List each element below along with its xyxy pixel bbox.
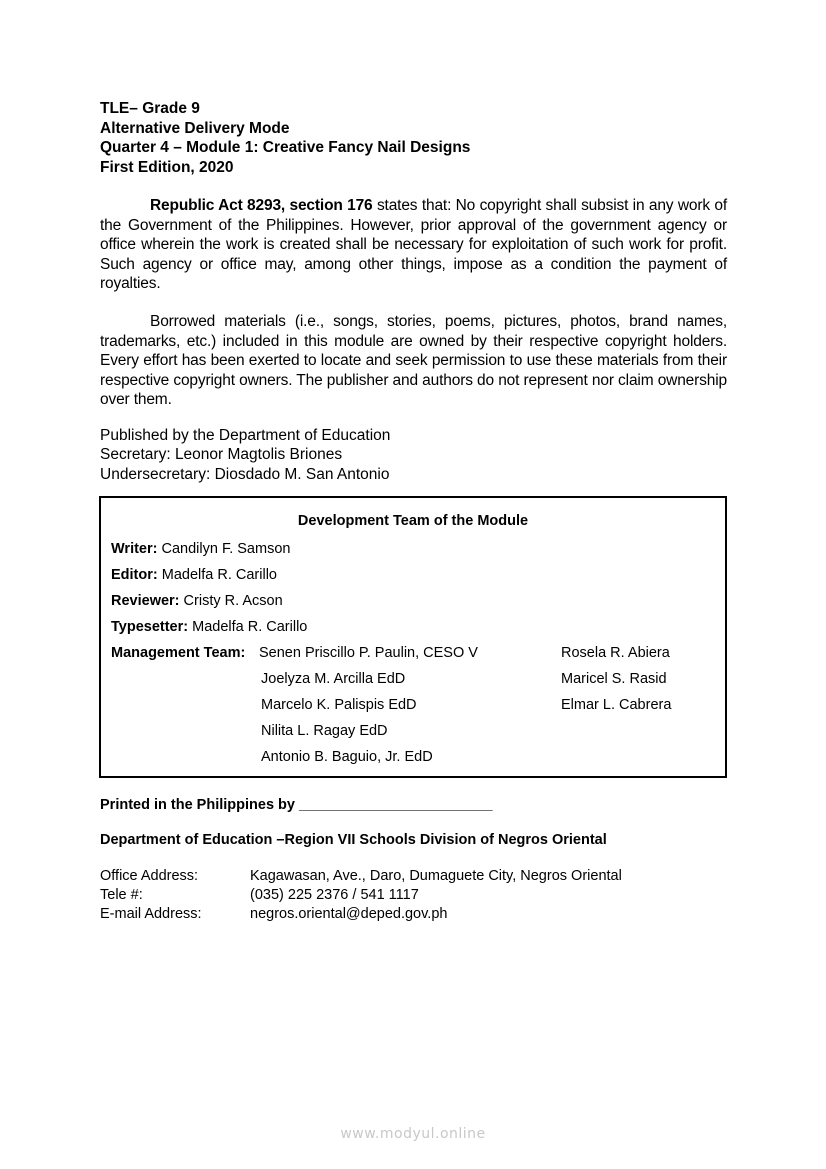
telephone-value: (035) 225 2376 / 541 1117: [250, 887, 419, 903]
editor-label: Editor:: [111, 567, 158, 583]
watermark: www.modyul.online: [340, 1126, 486, 1142]
email-value: negros.oriental@deped.gov.ph: [250, 906, 448, 922]
grade-title: TLE– Grade 9: [100, 100, 200, 117]
reviewer-label: Reviewer:: [111, 593, 180, 609]
law-text: states that: No copyright shall subsist in any work of the Government of the Philippines. However, prior approval of the government agency or office wherein the work is created shall be necessary for exploitation of such work for profit. Such agency or office may, among other things, impose as a condition the payment of royalties.: [100, 197, 727, 292]
typesetter-row: [111, 619, 307, 635]
undersecretary: Undersecretary: Diosdado M. San Antonio: [100, 465, 390, 483]
borrowed-materials-paragraph: [100, 312, 727, 410]
deped-division: Department of Education –Region VII Schools Division of Negros Oriental: [100, 832, 607, 848]
delivery-mode: Alternative Delivery Mode: [100, 119, 290, 137]
management-label: Management Team:: [111, 645, 246, 661]
email-label: E-mail Address:: [100, 906, 202, 922]
management-member: Marcelo K. Palispis EdD: [261, 697, 417, 713]
management-member: Nilita L. Ragay EdD: [261, 723, 388, 739]
writer-name: Candilyn F. Samson: [157, 541, 291, 557]
edition: First Edition, 2020: [100, 159, 234, 177]
secretary: Secretary: Leonor Magtolis Briones: [100, 446, 343, 464]
management-member: Elmar L. Cabrera: [561, 697, 672, 713]
management-member: Rosela R. Abiera: [561, 645, 670, 661]
editor-row: [111, 567, 277, 583]
management-member: Senen Priscillo P. Paulin, CESO V: [259, 645, 478, 661]
publisher-info: [100, 426, 390, 484]
borrowed-text: Borrowed materials (i.e., songs, stories, poems, pictures, photos, brand names, trademarks, etc.) included in this module are owned by their respective copyright holders. Every effort has been exerted to locate and seek permission to use these materials from their respective copyright owners. The publisher and authors do not represent nor claim ownership over them.: [100, 313, 727, 408]
law-reference: Republic Act 8293, section 176: [150, 197, 373, 214]
management-label-row: [111, 645, 245, 661]
typesetter-name: Madelfa R. Carillo: [188, 619, 308, 635]
office-address-label: Office Address:: [100, 868, 199, 884]
editor-name: Madelfa R. Carillo: [157, 567, 277, 583]
development-team-box: [99, 496, 727, 778]
writer-label: Writer:: [111, 541, 158, 557]
copyright-paragraph: [100, 196, 727, 294]
module-title-block: [100, 99, 470, 178]
telephone-label: Tele #:: [100, 887, 143, 903]
management-member: Antonio B. Baguio, Jr. EdD: [261, 749, 433, 765]
printed-by-line: Printed in the Philippines by ________________________: [100, 797, 493, 813]
management-member: Maricel S. Rasid: [561, 671, 667, 687]
management-member: Joelyza M. Arcilla EdD: [261, 671, 406, 687]
published-by: Published by the Department of Education: [100, 427, 391, 444]
team-title: Development Team of the Module: [297, 513, 529, 529]
module-title: Quarter 4 – Module 1: Creative Fancy Nail Designs: [100, 139, 471, 157]
writer-row: [111, 541, 290, 557]
office-address-value: Kagawasan, Ave., Daro, Dumaguete City, Negros Oriental: [250, 868, 622, 884]
reviewer-name: Cristy R. Acson: [179, 593, 283, 609]
reviewer-row: [111, 593, 283, 609]
typesetter-label: Typesetter:: [111, 619, 189, 635]
